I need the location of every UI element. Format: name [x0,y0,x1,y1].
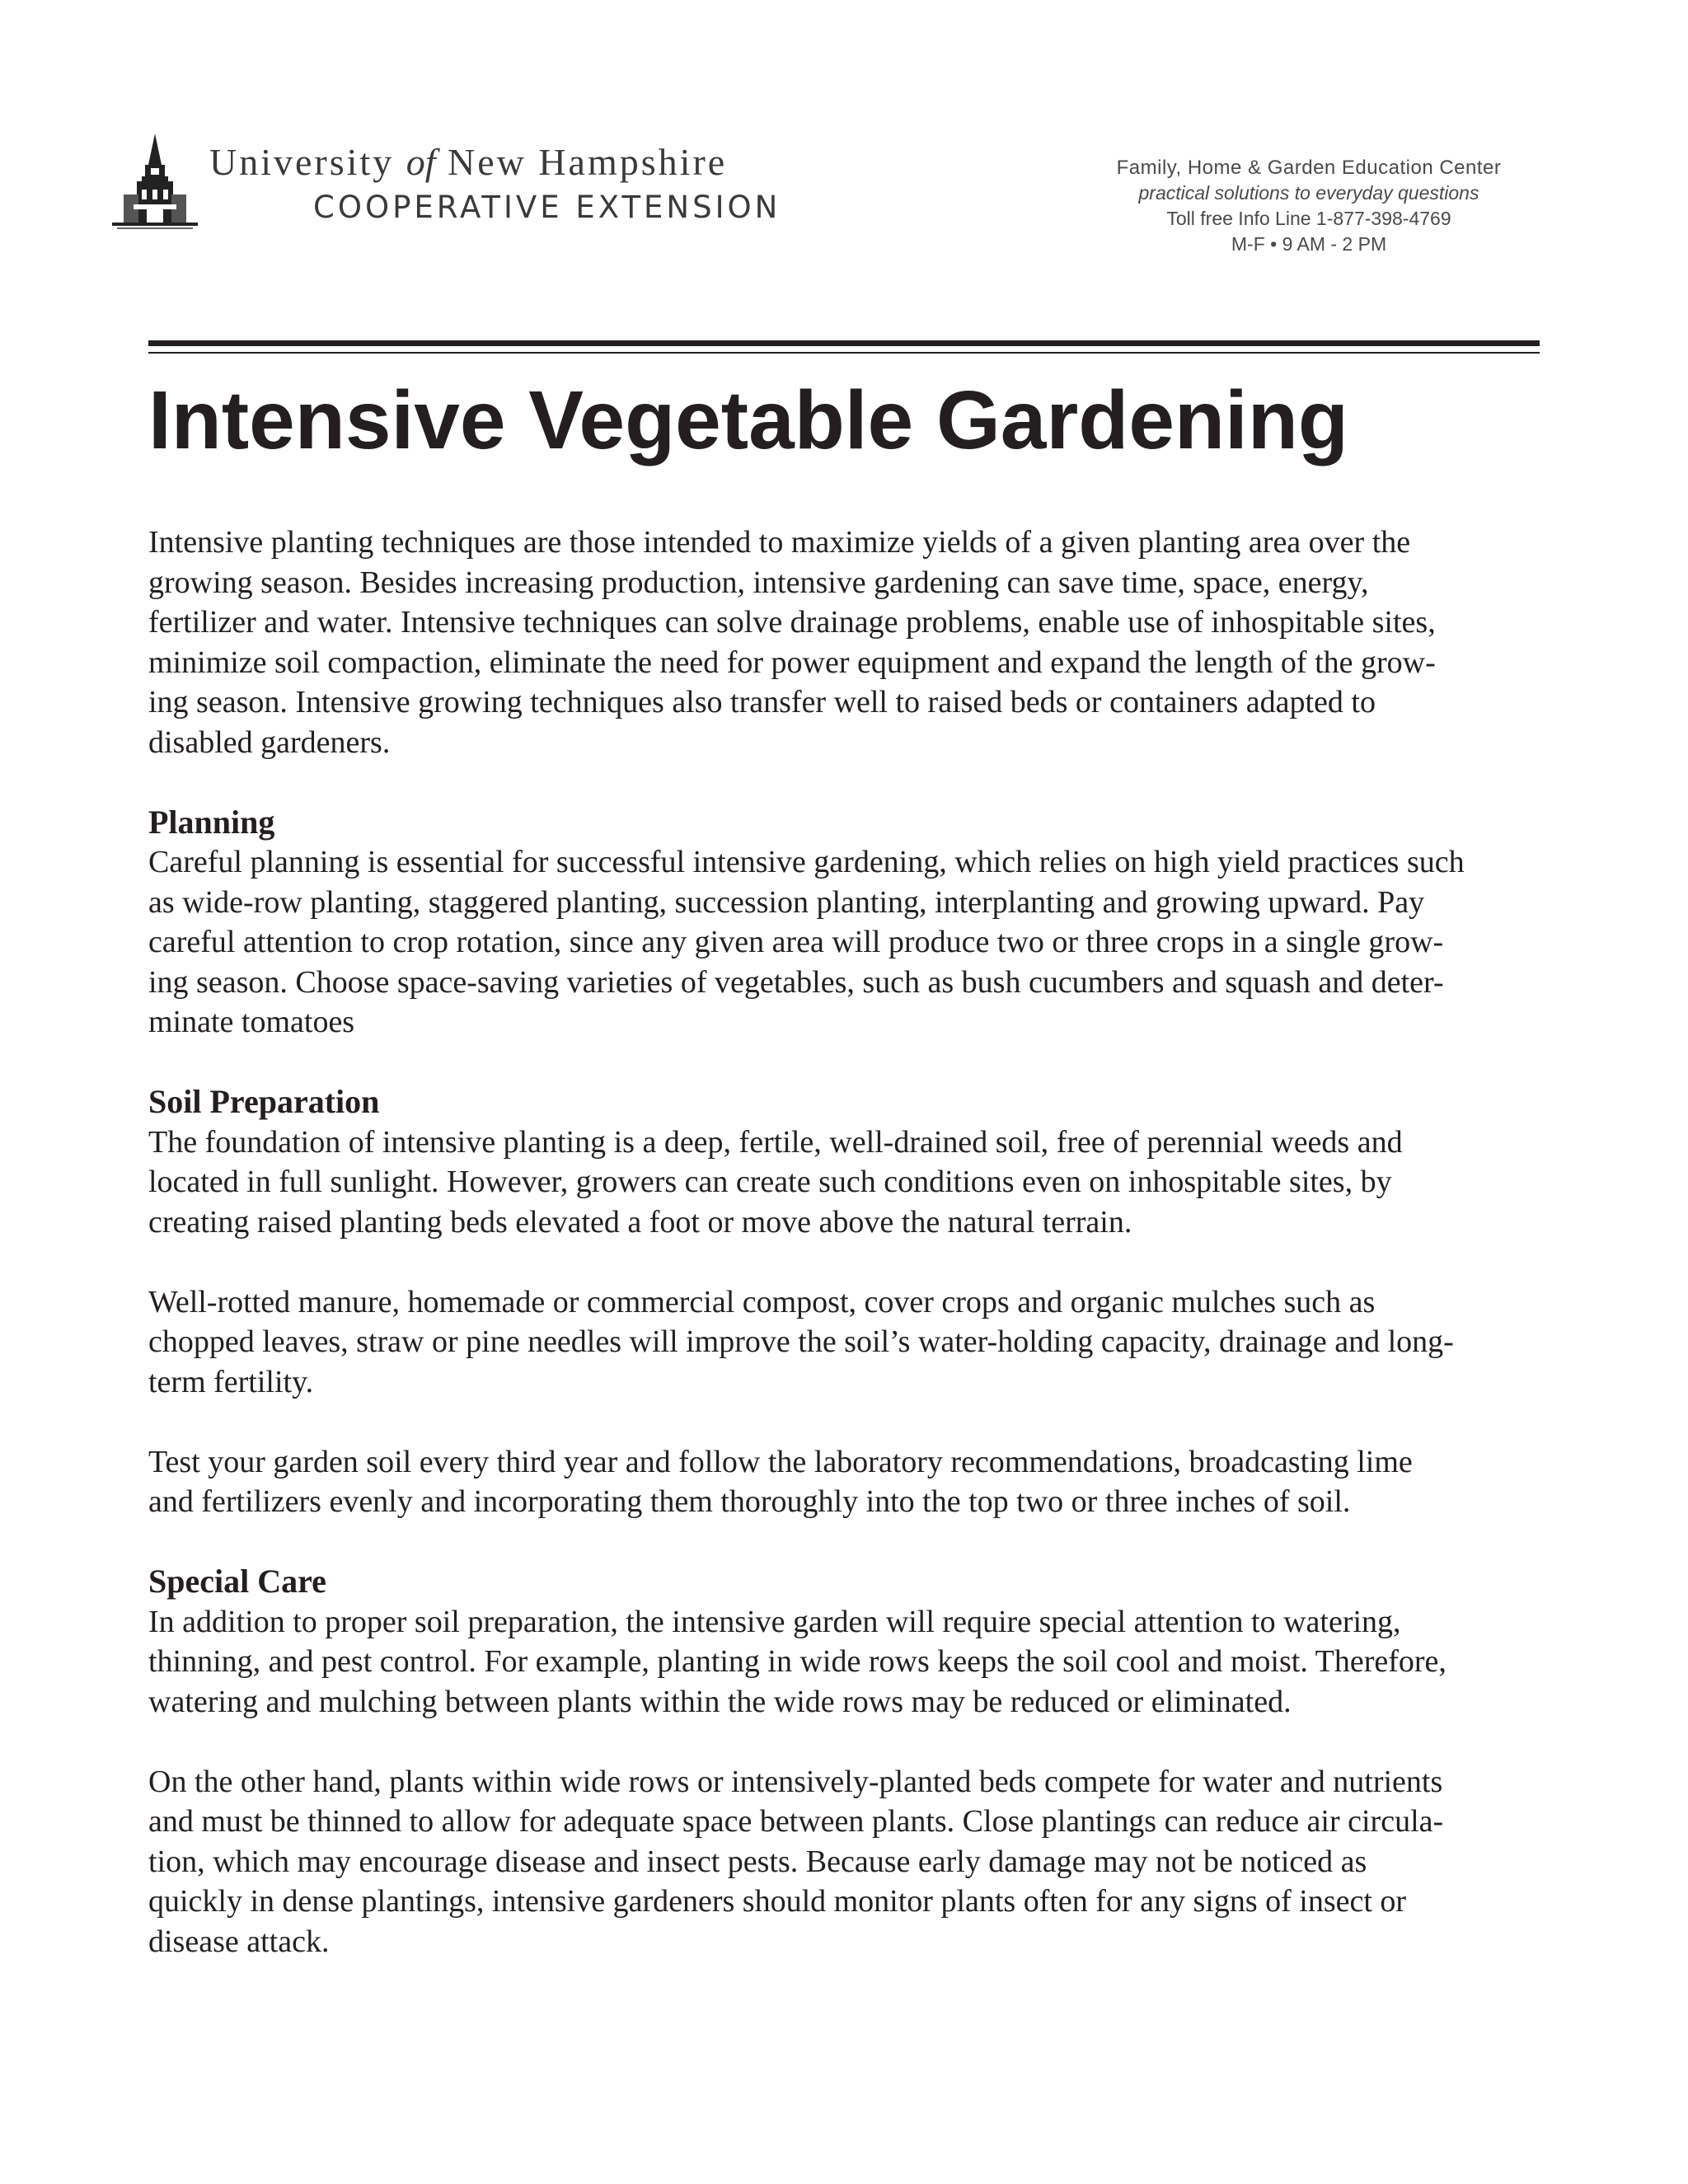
text-line: thinning, and pest control. For example, planting in wide rows keeps the soil cool and moist. Therefore, [148,1644,1447,1679]
special-care-section [148,1562,1541,1961]
header-divider-thin [148,352,1540,354]
text-line: term fertility. [148,1364,314,1399]
soil-preparation-section [148,1082,1541,1522]
contact-info [1078,155,1540,257]
education-center-name: Family, Home & Garden Education Center [1116,157,1502,179]
intro-paragraph [148,523,1541,762]
logo-university-name: University of New Hampshire [209,141,728,183]
text-line: located in full sunlight. However, growers can create such conditions even on inhospitable sites, by [148,1165,1392,1199]
text-line: as wide-row planting, staggered planting, succession planting, interplanting and growing upward. Pay [148,884,1425,920]
section-heading-soil-preparation: Soil Preparation [148,1083,380,1120]
text-line: Test your garden soil every third year and follow the laboratory recommendations, broadcasting lime [148,1444,1413,1479]
text-line: The foundation of intensive planting is a deep, fertile, well-drained soil, free of perennial weeds and [148,1124,1403,1160]
logo-cooperative-extension: COOPERATIVE EXTENSION [313,190,781,225]
planning-section [148,803,1541,1043]
text-line: chopped leaves, straw or pine needles will improve the soil’s water-holding capacity, drainage and long- [148,1324,1454,1359]
text-line: minate tomatoes [148,1005,355,1039]
page-title: Intensive Vegetable Gardening [148,374,1349,466]
info-line-phone: Toll free Info Line 1-877-398-4769 [1166,208,1451,229]
text-line: fertilizer and water. Intensive techniques can solve drainage problems, enable use of inhospitable sites, [148,605,1436,640]
text-line: Well-rotted manure, homemade or commercial compost, cover crops and organic mulches such as [148,1284,1376,1319]
text-line: Careful planning is essential for successful intensive gardening, which relies on high yield practices such [148,845,1465,879]
text-line: disease attack. [148,1924,330,1959]
section-heading-planning: Planning [148,803,275,841]
office-hours: M-F • 9 AM - 2 PM [1231,233,1387,255]
section-heading-special-care: Special Care [148,1563,326,1600]
header-divider-thick [148,340,1540,346]
text-line: creating raised planting beds elevated a foot or move above the natural terrain. [148,1204,1132,1240]
text-line: Intensive planting techniques are those intended to maximize yields of a given planting area over the [148,525,1411,560]
text-line: and must be thinned to allow for adequate space between plants. Close plantings can reduce air circula- [148,1804,1444,1839]
text-line: On the other hand, plants within wide rows or intensively-planted beds compete for water and nutrients [148,1764,1443,1799]
tagline: practical solutions to everyday questions [1138,182,1479,204]
thompson-hall-tower-icon [112,132,203,235]
text-line: watering and mulching between plants within the wide rows may be reduced or eliminated. [148,1684,1292,1719]
text-line: ing season. Intensive growing techniques also transfer well to raised beds or containers adapted to [148,685,1376,719]
text-line: ing season. Choose space-saving varieties of vegetables, such as bush cucumbers and squash and deter- [148,964,1444,1000]
text-line: quickly in dense plantings, intensive gardeners should monitor plants often for any signs of insect or [148,1884,1407,1919]
text-line: careful attention to crop rotation, since any given area will produce two or three crops in a single grow- [148,925,1444,959]
text-line: growing season. Besides increasing production, intensive gardening can save time, space, energy, [148,565,1369,600]
text-line: tion, which may encourage disease and insect pests. Because early damage may not be noticed as [148,1844,1367,1879]
text-line: In addition to proper soil preparation, the intensive garden will require special attention to watering, [148,1604,1401,1639]
text-line: minimize soil compaction, eliminate the need for power equipment and expand the length of the grow- [148,644,1436,680]
text-line: and fertilizers evenly and incorporating them thoroughly into the top two or three inches of soil. [148,1484,1351,1519]
unh-extension-logo [112,132,879,235]
text-line: disabled gardeners. [148,724,391,760]
article-body [148,523,1541,1961]
